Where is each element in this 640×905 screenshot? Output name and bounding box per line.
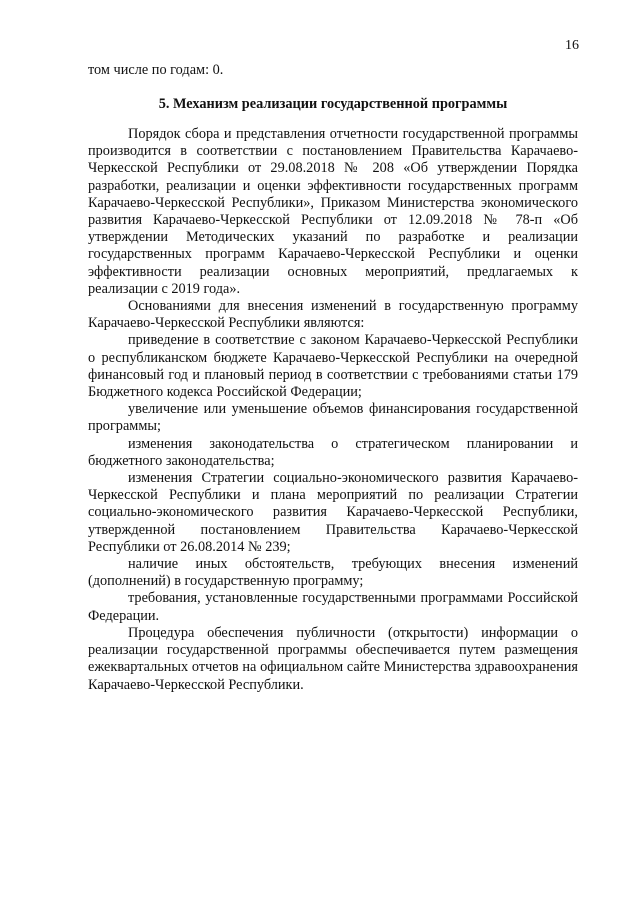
section-heading: 5. Механизм реализации государственной программы — [158, 96, 508, 112]
paragraph-ground-legislation: изменения законодательства о стратегическом планировании и бюджетного законодательства; — [88, 435, 578, 469]
paragraph-grounds-intro: Основаниями для внесения изменений в государственную программу Карачаево-Черкесской Республики являются: — [88, 298, 578, 332]
paragraph-ground-budget-law: приведение в соответствие с законом Карачаево-Черкесской Республики о республиканском бюджете Карачаево-Черкесской Республики на очередной финансовый год и плановый период в соответствии с требованиями статьи 179 Бюджетного кодекса Российской Федерации; — [88, 332, 578, 401]
page-number: 16 — [565, 38, 579, 53]
paragraph-publicity: Процедура обеспечения публичности (открытости) информации о реализации государственной программы обеспечивается путем размещения ежеквартальных отчетов на официальном сайте Министерства здравоохранения Карачаево-Черкесской Республики. — [88, 624, 578, 693]
section-body — [88, 126, 578, 694]
paragraph-ground-strategy: изменения Стратегии социально-экономического развития Карачаево-Черкесской Республики и плана мероприятий по реализации Стратегии социально-экономического развития Карачаево-Черкесской Республики, утвержденной постановлением Правительства Карачаево-Черкесской Республики от 26.08.2014 № 239; — [88, 470, 578, 555]
paragraph-ground-federal: требования, установленные государственными программами Российской Федерации. — [88, 590, 578, 624]
continuation-text: том числе по годам: 0. — [88, 62, 224, 78]
paragraph-ground-funding-change: увеличение или уменьшение объемов финансирования государственной программы; — [88, 401, 578, 435]
paragraph-ground-other: наличие иных обстоятельств, требующих внесения изменений (дополнений) в государственную программу; — [88, 556, 578, 590]
paragraph-reporting-procedure: Порядок сбора и представления отчетности государственной программы производится в соответствии с постановлением Правительства Карачаево-Черкесской Республики от 29.08.2018 № 208 «Об утверждении Порядка разработки, реализации и оценки эффективности государственных программ Карачаево-Черкесской Республики», Приказом Министерства экономического развития Карачаево-Черкесской Республики от 12.09.2018 № 78-п «Об утверждении Методических указаний по разработке и реализации государственных программ Карачаево-Черкесской Республики и оценки эффективности реализации основных мероприятий, предлагаемых к реализации с 2019 года». — [88, 126, 578, 297]
